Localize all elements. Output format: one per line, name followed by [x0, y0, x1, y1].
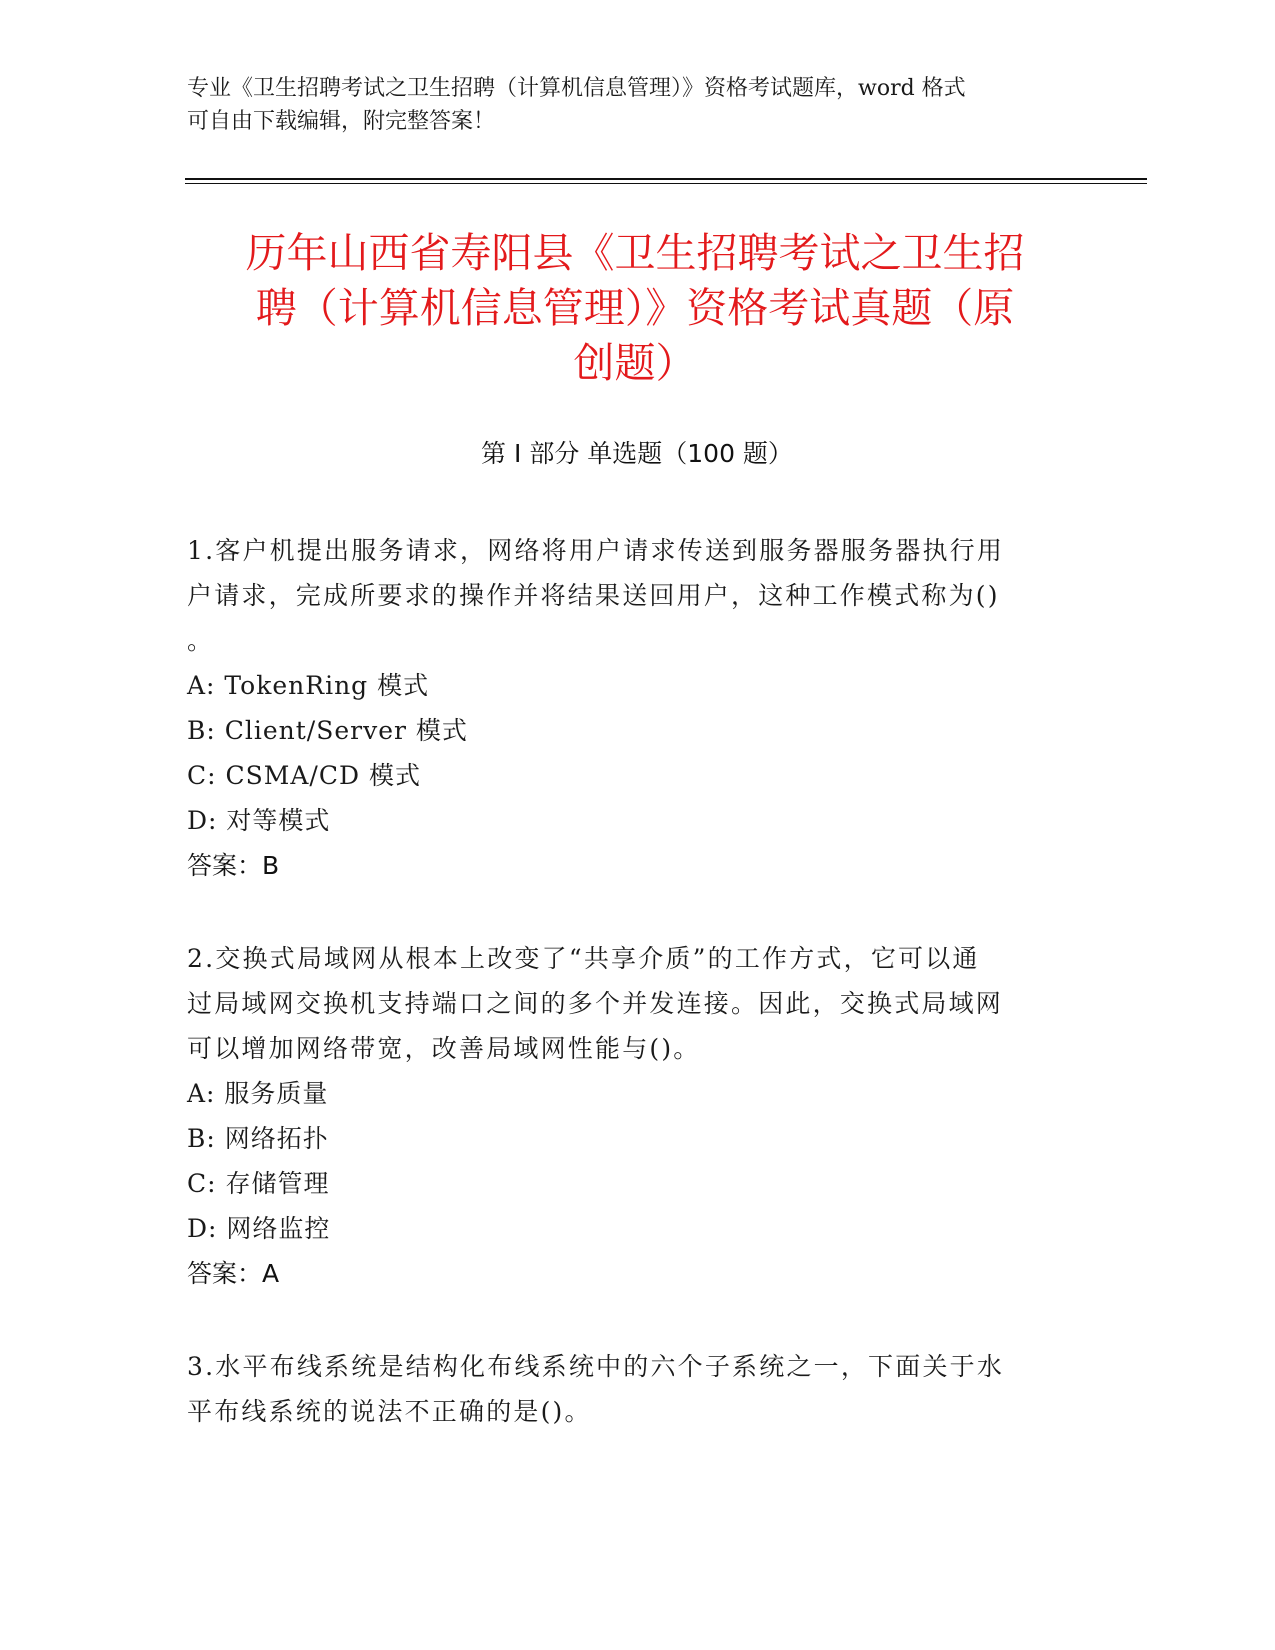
- question-text-line: 1.客户机提出服务请求，网络将用户请求传送到服务器服务器执行用: [187, 536, 1005, 565]
- question-text-line: 可以增加网络带宽，改善局域网性能与()。: [187, 1034, 701, 1063]
- header-divider-thin: [185, 183, 1147, 184]
- title-line: 历年山西省寿阳县《卫生招聘考试之卫生招: [245, 229, 1025, 277]
- header-note-line: 专业《卫生招聘考试之卫生招聘（计算机信息管理）》资格考试题库，word 格式: [187, 76, 966, 101]
- option-b: B: 网络拓扑: [187, 1124, 329, 1153]
- option-a: A: 服务质量: [187, 1079, 329, 1108]
- question-item: [187, 1344, 1067, 1434]
- question-text-line: 2.交换式局域网从根本上改变了“共享介质”的工作方式，它可以通: [187, 944, 980, 973]
- section-heading: 第 I 部分 单选题（100 题）: [481, 439, 793, 468]
- question-list: [187, 528, 1067, 1482]
- option-d: D: 网络监控: [187, 1214, 331, 1243]
- question-text-line: 3.水平布线系统是结构化布线系统中的六个子系统之一，下面关于水: [187, 1352, 1005, 1381]
- option-b: B: Client/Server 模式: [187, 716, 468, 745]
- question-item: [187, 528, 1067, 888]
- header-divider-thick: [185, 178, 1147, 180]
- question-text-line: 过局域网交换机支持端口之间的多个并发连接。因此，交换式局域网: [187, 989, 1004, 1018]
- title-line: 创题）: [573, 339, 697, 387]
- answer-label: 答案：B: [187, 851, 280, 880]
- question-text-line: 户请求，完成所要求的操作并将结果送回用户，这种工作模式称为(): [187, 581, 1000, 610]
- question-text-line: 。: [187, 626, 215, 655]
- document-title: [190, 226, 1080, 391]
- header-note-line: 可自由下载编辑，附完整答案！: [187, 109, 496, 134]
- option-a: A: TokenRing 模式: [187, 671, 430, 700]
- option-d: D: 对等模式: [187, 806, 331, 835]
- header-note: [187, 72, 1057, 138]
- question-item: [187, 936, 1067, 1296]
- question-text-line: 平布线系统的说法不正确的是()。: [187, 1397, 592, 1426]
- option-c: C: CSMA/CD 模式: [187, 761, 421, 790]
- title-line: 聘（计算机信息管理）》资格考试真题（原: [255, 284, 1015, 332]
- answer-label: 答案：A: [187, 1259, 280, 1288]
- option-c: C: 存储管理: [187, 1169, 330, 1198]
